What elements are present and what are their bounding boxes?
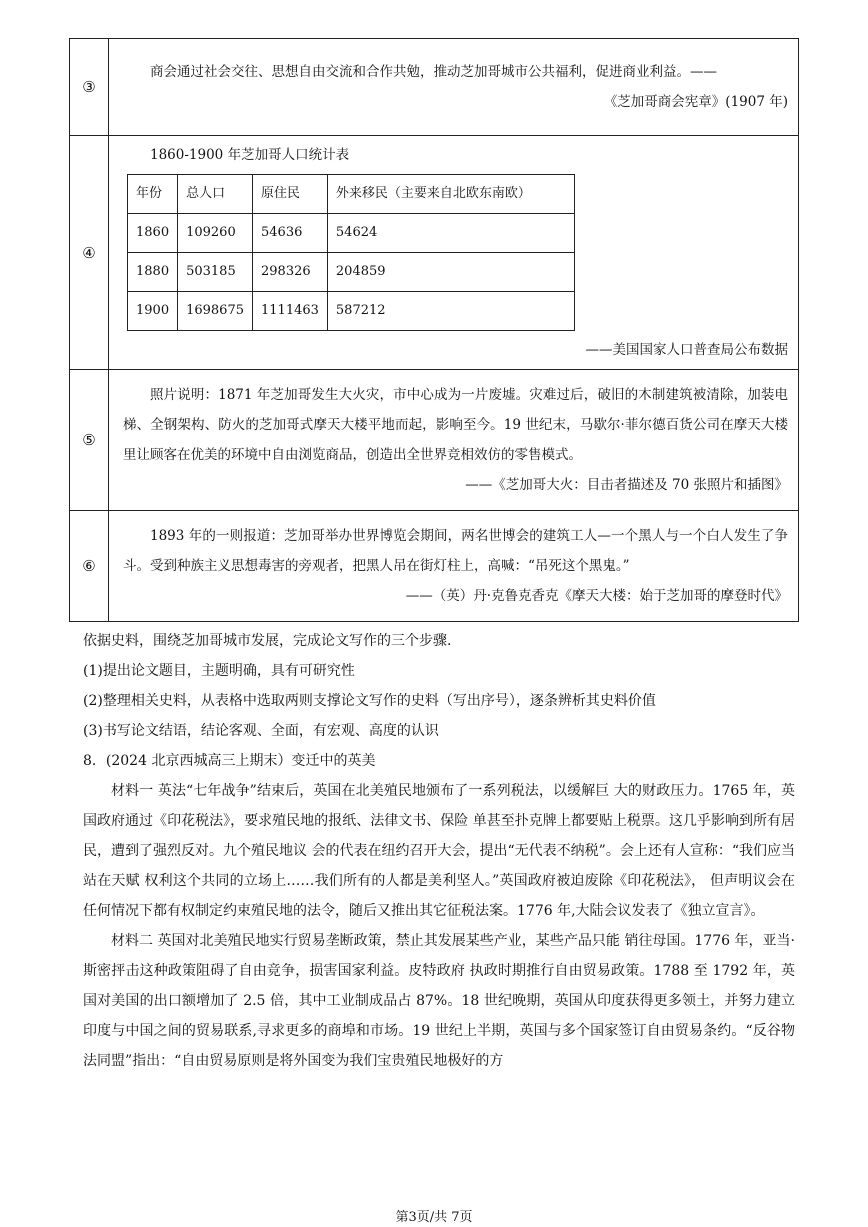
sources-table <box>69 38 799 622</box>
table-row <box>128 214 575 253</box>
population-table <box>127 174 575 331</box>
table-cell: 1880 <box>128 253 178 292</box>
table-cell: 204859 <box>327 253 574 292</box>
column-header: 总人口 <box>178 175 253 214</box>
source-citation: ——美国国家人口普查局公布数据 <box>585 342 788 358</box>
row-number: ③ <box>70 39 109 136</box>
row-number: ⑥ <box>70 511 109 622</box>
row-number: ④ <box>70 136 109 370</box>
instructions-intro: 依据史料，围绕芝加哥城市发展，完成论文写作的三个步骤. <box>83 633 452 649</box>
column-header: 外来移民（主要来自北欧东南欧） <box>327 175 574 214</box>
table-cell: 1860 <box>128 214 178 253</box>
source-row-4 <box>70 136 799 370</box>
source-citation: 《芝加哥商会宪章》(1907 年) <box>603 94 788 110</box>
table-cell: 54636 <box>253 214 328 253</box>
instruction-step-2: (2)整理相关史料，从表格中选取两则支撑论文写作的史料（写出序号），逐条辨析其史料价值 <box>83 693 656 709</box>
table-cell: 503185 <box>178 253 253 292</box>
table-cell: 109260 <box>178 214 253 253</box>
table-row <box>128 292 575 331</box>
source-row-5 <box>70 370 799 511</box>
source-text: 1893 年的一则报道：芝加哥举办世界博览会期间，两名世博会的建筑工人—一个黑人与一个白人发生了争斗。受到种族主义思想毒害的旁观者，把黑人吊在街灯柱上，高喊：“吊死这个黑鬼。” <box>123 528 788 574</box>
population-table-title: 1860-1900 年芝加哥人口统计表 <box>150 147 350 163</box>
source-text: 商会通过社会交往、思想自由交流和合作共勉，推动芝加哥城市公共福利，促进商业利益。—— <box>150 64 717 80</box>
source-citation: ——（英）丹·克鲁克香克《摩天大楼：始于芝加哥的摩登时代》 <box>405 588 788 604</box>
table-header-row <box>128 175 575 214</box>
question-body <box>83 626 795 1076</box>
source-text: 照片说明：1871 年芝加哥发生大火灾，市中心成为一片废墟。灾难过后，破旧的木制建筑被清除，加装电梯、全钢架构、防火的芝加哥式摩天大楼平地而起，影响至今。19 世纪末，马歇尔·菲尔德百货公司在摩天大楼里让顾客在优美的环境中自由浏览商品，创造出全世界竞相效仿的零售模式。 <box>123 387 788 463</box>
source-row-3 <box>70 39 799 136</box>
column-header: 原住民 <box>253 175 328 214</box>
material-2: 材料二 英国对北美殖民地实行贸易垄断政策，禁止其发展某些产业，某些产品只能 销往母国。1776 年，亚当·斯密抨击这种政策阻碍了自由竞争，损害国家利益。皮特政府 执政时期推行自由贸易政策。1788 至 1792 年，英国对美国的出口额增加了 2.5 倍，其中工业制成品占 87%。18 世纪晚期，英国从印度获得更多领土，并努力建立印度与中国之间的贸易联系,寻求更多的商埠和市场。19 世纪上半期，英国与多个国家签订自由贸易条约。“反谷物法同盟”指出：“自由贸易原则是将外国变为我们宝贵殖民地极好的方 <box>83 933 795 1069</box>
table-cell: 1900 <box>128 292 178 331</box>
source-citation: ——《芝加哥大火：目击者描述及 70 张照片和插图》 <box>465 477 788 493</box>
instruction-step-3: (3)书写论文结语，结论客观、全面，有宏观、高度的认识 <box>83 723 439 739</box>
column-header: 年份 <box>128 175 178 214</box>
table-row <box>128 253 575 292</box>
table-cell: 587212 <box>327 292 574 331</box>
instruction-step-1: (1)提出论文题目，主题明确，具有可研究性 <box>83 663 355 679</box>
table-cell: 54624 <box>327 214 574 253</box>
question-8-heading: 8．(2024 北京西城高三上期末）变迁中的英美 <box>83 753 376 769</box>
table-cell: 1698675 <box>178 292 253 331</box>
page-footer: 第3页/共 7页 <box>395 1210 473 1225</box>
source-row-6 <box>70 511 799 622</box>
row-number: ⑤ <box>70 370 109 511</box>
material-1: 材料一 英法“七年战争”结束后，英国在北美殖民地颁布了一系列税法，以缓解巨 大的财政压力。1765 年，英国政府通过《印花税法》，要求殖民地的报纸、法律文书、保险 单甚至扑克牌上都要贴上税票。这几乎影响到所有居民，遭到了强烈反对。九个殖民地议 会的代表在纽约召开大会，提出“无代表不纳税”。会上还有人宣称：“我们应当站在天赋 权利这个共同的立场上……我们所有的人都是美利坚人。”英国政府被迫废除《印花税法》， 但声明议会在任何情况下都有权制定约束殖民地的法令，随后又推出其它征税法案。1776 年,大陆会议发表了《独立宣言》。 <box>83 783 795 919</box>
table-cell: 298326 <box>253 253 328 292</box>
table-cell: 1111463 <box>253 292 328 331</box>
